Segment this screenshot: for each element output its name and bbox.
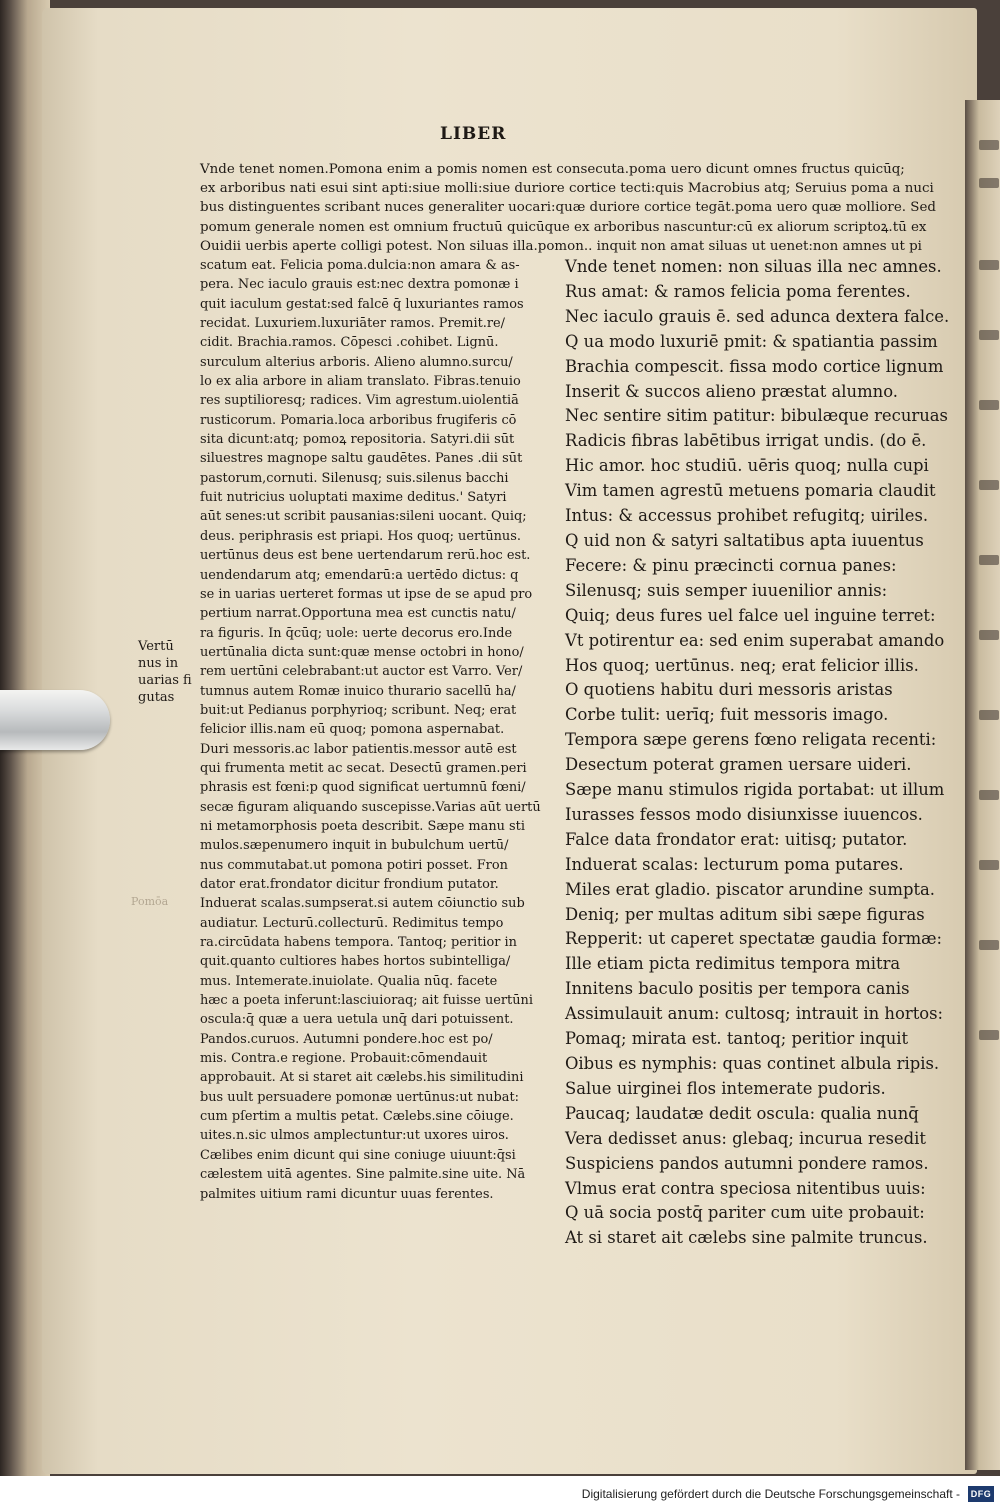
- margin-note-line: gutas: [138, 690, 175, 705]
- commentary-line: ex arboribus nati esui sint apti:siue molli:siue duriore cortice tecti:quis Macrobius atq; Seruius poma a nuci: [200, 181, 934, 197]
- commentary-line: scatum eat. Felicia poma.dulcia:non amara & as-: [200, 258, 520, 273]
- commentary-line: uertūnalia dicta sunt:quæ mense octobri in hono/: [200, 644, 524, 660]
- poem-line: Rus amat: & ramos felicia poma ferentes.: [565, 281, 911, 301]
- poem-line: Iurasses fessos modo disiunxisse iuuencos.: [565, 804, 923, 824]
- commentary-line: recidat. Luxuriem.luxuriāter ramos. Premit.re/: [200, 316, 506, 332]
- commentary-line: Pandos.curuos. Autumni pondere.hoc est po/: [200, 1031, 493, 1047]
- margin-note: [138, 638, 198, 706]
- commentary-line: oscula:q̄ quæ a uera uetula unq̄ dari potuissent.: [200, 1012, 514, 1028]
- poem-line: Nec iaculo grauis ē. sed adunca dextera falce.: [565, 306, 950, 326]
- commentary-line: uites.n.sic ulmos amplectuntur:ut uxores uiros.: [200, 1128, 509, 1144]
- commentary-line: felicior illis.nam eū quoq; pomona aspernabat.: [200, 722, 505, 738]
- commentary-line: pastorum,cornuti. Silenusq; suis.silenus bacchi: [200, 470, 509, 486]
- commentary-line: ra figuris. In q̄cūq; uole: uerte decorus ero.Inde: [200, 625, 513, 641]
- commentary-line: buit:ut Pedianus porphyrioq; scribunt. Neq; erat: [200, 702, 517, 718]
- poem-line: Sæpe manu stimulos rigida portabat: ut illum: [565, 780, 945, 800]
- poem-line: Fecere: & pinu præcincti cornua panes:: [565, 555, 897, 575]
- page-clip-icon: [0, 690, 110, 750]
- commentary-line: secæ figuram aliquando suscepisse.Varias aūt uertū: [200, 799, 541, 815]
- poem-line: Vera dedisset anus: glebaq; incurua resedit: [565, 1128, 926, 1148]
- commentary-line: approbauit. At si staret ait cælebs.his similitudini: [200, 1070, 524, 1086]
- commentary-line: qui frumenta metit ac secat. Desectū gramen.peri: [200, 760, 527, 776]
- poem-line: Salue uirginei flos intemerate pudoris.: [565, 1078, 886, 1098]
- commentary-line: palmites uitium rami dicuntur uuas ferentes.: [200, 1186, 494, 1202]
- poem-line: Q ua modo luxuriē pmit: & spatiantia passim: [565, 331, 938, 351]
- commentary-line: audiatur. Lecturū.collecturū. Redimitus tempo: [200, 915, 504, 931]
- poem-line: Vnde tenet nomen: non siluas illa nec amnes.: [565, 257, 942, 276]
- commentary-line: fuit nutricius uoluptati maxime deditus.' Satyri: [200, 490, 507, 506]
- commentary-line: bus uult persuadere pomonæ uertūnus:ut nubat:: [200, 1089, 519, 1105]
- poem-line: Falce data frondator erat: uitisq; putator.: [565, 829, 908, 849]
- facing-page-edge: [965, 100, 1000, 1470]
- poem-line: Tempora sæpe gerens fœno religata recenti:: [565, 730, 937, 750]
- commentary-line: pera. Nec iaculo grauis est:nec dextra pomonæ i: [200, 277, 519, 293]
- commentary-line: mus. Intemerate.inuiolate. Qualia nūq. facete: [200, 973, 498, 989]
- poem-line: Corbe tulit: uerīq; fuit messoris imago.: [565, 705, 889, 725]
- poem-line: Vim tamen agrestū metuens pomaria claudit: [565, 481, 936, 501]
- poem-line: Deniq; per multas aditum sibi sæpe figuras: [565, 904, 925, 924]
- poem-line: Suspiciens pandos autumni pondere ramos.: [565, 1153, 929, 1173]
- commentary-line: ni metamorphosis poeta describit. Sæpe manu sti: [200, 818, 525, 834]
- poem-line: Hos quoq; uertūnus. neq; erat felicior illis.: [565, 655, 919, 675]
- commentary-line: cælestem uitā agentes. Sine palmite.sine uite. Nā: [200, 1167, 526, 1183]
- margin-note-line: uarias fi: [138, 673, 192, 688]
- poem-column: [565, 255, 955, 1251]
- commentary-line: cum pſertim a multis petat. Cælebs.sine cōiuge.: [200, 1109, 514, 1125]
- poem-line: Brachia compescit. fissa modo cortice lignum: [565, 356, 944, 376]
- commentary-line: Induerat scalas.sumpserat.si autem cōiunctio sub: [200, 896, 525, 912]
- faint-margin-note: Pomōa: [131, 895, 169, 908]
- commentary-line: uendendarum atq; emendarū:a uertēdo dictus: q: [200, 567, 519, 583]
- commentary-line: lo ex alia arbore in aliam translato. Fibras.tenuio: [200, 374, 521, 390]
- commentary-line: surculum alterius arboris. Alieno alumno.surcu/: [200, 354, 513, 370]
- commentary-line: rem uertūni celebrabant:ut auctor est Varro. Ver/: [200, 664, 523, 680]
- commentary-line: sita dicunt:atq; pomoꝝ repositoria. Satyri.dii sūt: [200, 432, 515, 448]
- commentary-line: aūt senes:ut scribit pausanias:sileni uocant. Quiq;: [200, 509, 527, 525]
- commentary-line: ra.circūdata habens tempora. Tantoq; peritior in: [200, 935, 517, 951]
- commentary-line: mulos.sæpenumero inquit in bubulchum uertū/: [200, 838, 509, 854]
- commentary-line: quit iaculum gestat:sed falcē q̄ luxuriantes ramos: [200, 296, 524, 312]
- poem-line: Hic amor. hoc studiū. uēris quoq; nulla cupi: [565, 456, 929, 476]
- poem-line: Desectum poterat gramen uersare uideri.: [565, 755, 912, 775]
- commentary-line: Duri messoris.ac labor patientis.messor autē est: [200, 741, 517, 757]
- poem-line: At si staret ait cælebs sine palmite truncus.: [565, 1228, 928, 1248]
- poem-line: O quotiens habitu duri messoris aristas: [565, 680, 893, 700]
- commentary-line: phrasis est fœni:p quod significat uertumnū fœni/: [200, 780, 526, 796]
- margin-note-line: nus in: [138, 656, 179, 671]
- commentary-left-column: [200, 256, 550, 1204]
- commentary-line: pertium narrat.Opportuna mea est cunctis natu/: [200, 606, 516, 622]
- dfg-logo-icon: DFG: [968, 1486, 994, 1502]
- commentary-line: se in uarias uerteret formas ut ipse de se apud pro: [200, 586, 533, 602]
- commentary-line: pomum generale nomen est omnium fructuū quicūque ex arboribus nascuntur:cū ex aliorum scriptoꝝ.tū ex: [200, 219, 927, 235]
- poem-line: Pomaq; mirata est. tantoq; peritior inquit: [565, 1029, 909, 1049]
- poem-line: Repperit: ut caperet spectatæ gaudia formæ:: [565, 929, 943, 949]
- commentary-top: [200, 160, 950, 256]
- poem-line: Paucaq; laudatæ dedit oscula: qualia nunq̄: [565, 1103, 919, 1123]
- commentary-line: tumnus autem Romæ inuico thurario sacellū ha/: [200, 683, 516, 699]
- poem-line: Radicis fibras labētibus irrigat undis. (do ē.: [565, 431, 927, 451]
- commentary-line: siluestres magnope saltu gaudētes. Panes .dii sūt: [200, 451, 523, 467]
- poem-line: Q uā socia postq̄ pariter cum uite probauit:: [565, 1203, 925, 1223]
- commentary-line: quit.quanto cultiores habes hortos subintelliga/: [200, 954, 511, 970]
- poem-line: Innitens baculo positis per tempora canis: [565, 979, 910, 999]
- commentary-line: bus distinguentes scribant nuces generaliter uocari:quæ duriore cortice tegāt.poma uero quæ molliore. Sed: [200, 200, 936, 216]
- commentary-line: res suptilioresq; radices. Vim agrestum.uiolentiā: [200, 393, 519, 409]
- poem-line: Miles erat gladio. piscator arundine sumpta.: [565, 879, 936, 899]
- commentary-line: nus commutabat.ut pomona potiri posset. Fron: [200, 857, 508, 873]
- poem-line: Oibus es nymphis: quas continet albula ripis.: [565, 1054, 940, 1073]
- poem-line: Nec sentire sitim patitur: bibulæque recuruas: [565, 406, 948, 426]
- poem-line: Induerat scalas: lecturum poma putares.: [565, 854, 904, 874]
- poem-line: Vlmus erat contra speciosa nitentibus uuis:: [565, 1178, 926, 1198]
- margin-note-line: Vertū: [138, 639, 174, 654]
- poem-line: Intus: & accessus prohibet refugitq; uiriles.: [565, 506, 929, 526]
- commentary-line: hæc a poeta inferunt:lasciuioraq; ait fuisse uertūni: [200, 993, 533, 1009]
- footer-bar: [0, 1476, 1000, 1511]
- running-head: LIBER: [440, 124, 507, 144]
- commentary-line: mis. Contra.e regione. Probauit:cōmendauit: [200, 1051, 488, 1067]
- commentary-line: Cælibes enim dicunt qui sine coniuge uiuunt:q̄si: [200, 1147, 516, 1163]
- funding-credit: Digitalisierung gefördert durch die Deutsche Forschungsgemeinschaft -: [581, 1486, 960, 1501]
- commentary-line: cidit. Brachia.ramos. Cōpesci .cohibet. Lignū.: [200, 335, 499, 351]
- poem-line: Vt potirentur ea: sed enim superabat amando: [565, 630, 945, 650]
- poem-line: Q uid non & satyri saltatibus apta iuuentus: [565, 530, 924, 550]
- commentary-line: deus. periphrasis est priapi. Hos quoq; uertūnus.: [200, 528, 521, 544]
- commentary-line: Vnde tenet nomen.Pomona enim a pomis nomen est consecuta.poma uero dicunt omnes fructus quicūq;: [200, 162, 905, 177]
- poem-line: Quiq; deus fures uel falce uel inguine terret:: [565, 605, 936, 625]
- commentary-line: rusticorum. Pomaria.loca arboribus frugiferis cō: [200, 412, 517, 428]
- poem-line: Silenusq; suis semper iuuenilior annis:: [565, 580, 888, 600]
- poem-line: Assimulauit anum: cultosq; intrauit in hortos:: [565, 1004, 944, 1024]
- commentary-line: dator erat.frondator dicitur frondium putator.: [200, 877, 499, 892]
- commentary-line: Ouidii uerbis aperte colligi potest. Non siluas illa.pomon.. inquit non amat siluas ut uenet:non amnes ut pi: [200, 238, 922, 254]
- poem-line: Ille etiam picta redimitus tempora mitra: [565, 954, 901, 974]
- commentary-line: uertūnus deus est bene uertendarum rerū.hoc est.: [200, 548, 531, 564]
- poem-line: Inserit & succos alieno præstat alumno.: [565, 381, 898, 401]
